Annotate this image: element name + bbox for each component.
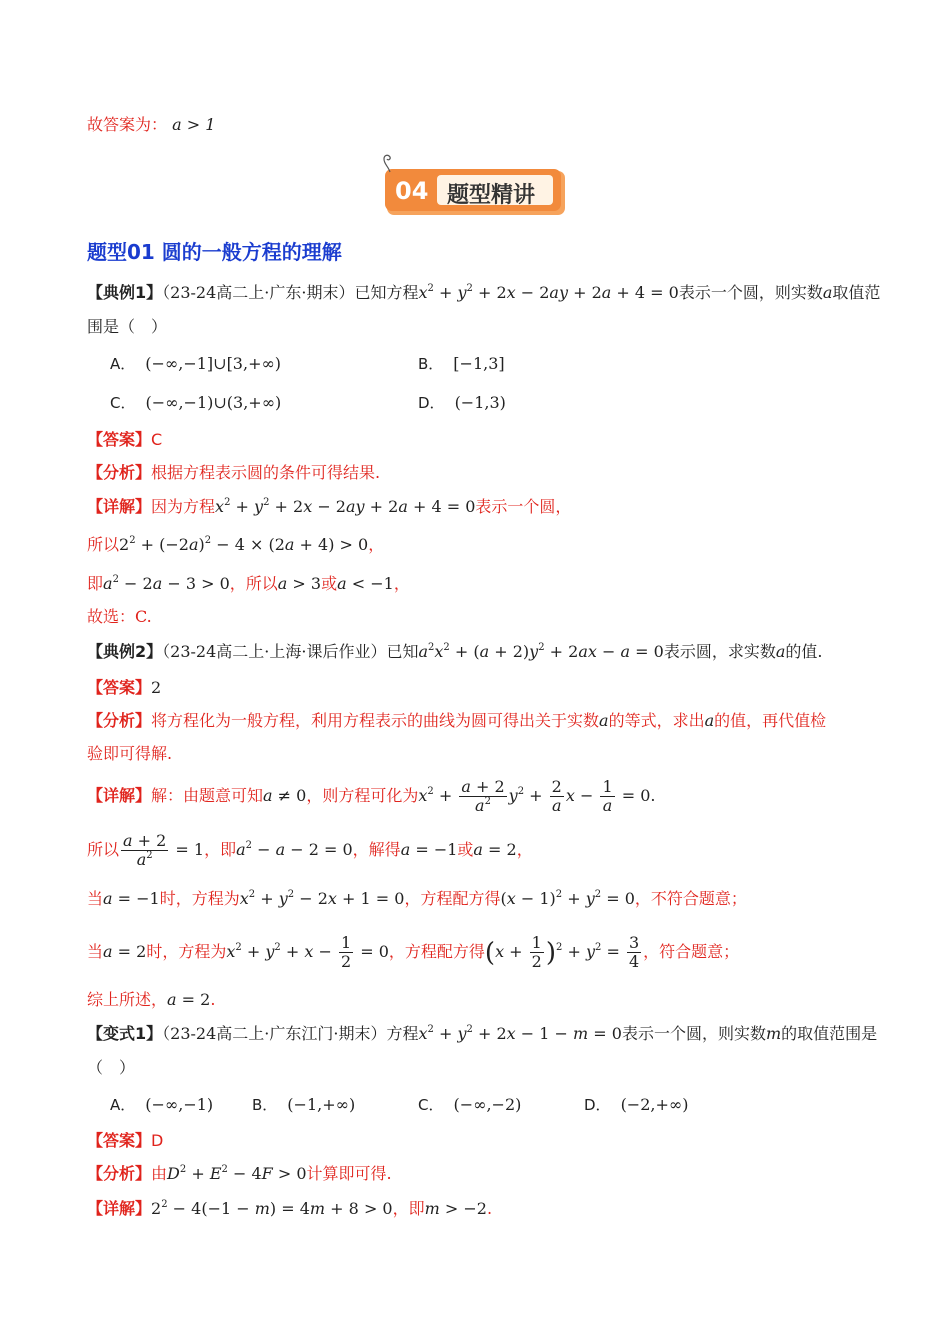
ex2-detail-line bbox=[87, 776, 655, 816]
ex1-detail-tag: 【详解】 bbox=[87, 497, 152, 516]
ex2-summary-line bbox=[87, 988, 215, 1012]
ex2-analysis-c: 的值，再代值检 bbox=[714, 711, 827, 730]
ex1-option-b-label: B． bbox=[418, 355, 444, 373]
ex2-answer-tag: 【答案】 bbox=[87, 678, 152, 697]
ex2-stem-b: 表示圆，求实数 bbox=[663, 642, 776, 661]
ex2-equation: $a^2x^2 + (a + 2)y^2 + 2ax - a = 0$ bbox=[418, 642, 664, 661]
ex2-answer-line bbox=[87, 676, 161, 700]
ex1-stem-a: 已知方程 bbox=[354, 283, 419, 302]
var1-tag: 【变式1】 bbox=[87, 1024, 163, 1043]
var1-option-d-label: D． bbox=[584, 1096, 611, 1114]
ex2-so-b: ，即 bbox=[204, 840, 237, 859]
ex1-detail-a: 因为方程 bbox=[151, 497, 216, 516]
var1-stem-d: （ ） bbox=[87, 1058, 136, 1077]
ex2-case2-val: a = 2 bbox=[103, 942, 147, 961]
ex1-ji-expr3: a < −1 bbox=[337, 574, 394, 593]
var1-option-b[interactable] bbox=[252, 1093, 355, 1117]
ex2-analysis-var2: a bbox=[704, 711, 715, 730]
ex2-case1-c: ，方程配方得 bbox=[404, 889, 501, 908]
var1-answer-line bbox=[87, 1129, 163, 1153]
ex1-ji-d: ， bbox=[393, 574, 410, 593]
section-banner bbox=[385, 169, 567, 217]
ex2-analysis-tag: 【分析】 bbox=[87, 711, 152, 730]
ex2-stem-line bbox=[87, 640, 822, 664]
ex2-so-line bbox=[87, 830, 533, 870]
ex1-option-d[interactable] bbox=[418, 391, 506, 415]
ex1-so-a: 所以 bbox=[87, 535, 120, 554]
var1-var: m bbox=[765, 1024, 782, 1043]
ex2-analysis-line bbox=[87, 709, 826, 733]
ex2-source: （23-24高二上·上海·课后作业） bbox=[162, 642, 387, 661]
ex2-case2-d: ，符合题意； bbox=[643, 942, 740, 961]
ex2-so-c: ，解得 bbox=[352, 840, 401, 859]
ex2-answer: 2 bbox=[151, 678, 162, 697]
var1-option-c[interactable] bbox=[418, 1093, 521, 1117]
ex2-so-expr3: a = −1 bbox=[400, 840, 458, 859]
var1-option-a[interactable] bbox=[110, 1093, 213, 1117]
var1-option-c-text: (−∞,−2) bbox=[453, 1095, 522, 1114]
ex2-so-d: 或 bbox=[457, 840, 474, 859]
var1-analysis-a: 由 bbox=[151, 1164, 168, 1183]
ex1-ji-expr1: $a^2 - 2a - 3 > 0$ bbox=[103, 574, 230, 593]
var1-answer-tag: 【答案】 bbox=[87, 1131, 152, 1150]
ex1-detail-equation: $x^2 + y^2 + 2x - 2ay + 2a + 4 = 0$ bbox=[215, 497, 476, 516]
ex1-option-c-label: C． bbox=[110, 394, 136, 412]
banner-title: 题型精讲 bbox=[447, 183, 536, 208]
ex2-case1-line bbox=[87, 887, 747, 911]
ex2-case1-eq: $x^2 + y^2 - 2x + 1 = 0$ bbox=[239, 889, 405, 908]
ex2-stem-c: 的值. bbox=[785, 642, 823, 661]
var1-answer: D bbox=[151, 1131, 164, 1150]
ex2-analysis-b: 的等式，求出 bbox=[608, 711, 705, 730]
ex2-case2-a: 当 bbox=[87, 942, 104, 961]
ex2-analysis-var1: a bbox=[599, 711, 609, 730]
ex1-so-expr: $2^2 + (-2a)^2 - 4 \times (2a + 4) > 0$ bbox=[119, 535, 369, 554]
ex2-so-expr2: $a^2 - a - 2 = 0$ bbox=[236, 840, 353, 859]
ex2-var: a bbox=[775, 642, 786, 661]
ex2-summary-val: a = 2 bbox=[167, 990, 211, 1009]
var1-stem-a: 方程 bbox=[386, 1024, 419, 1043]
var1-detail-b: . bbox=[486, 1199, 493, 1218]
ex1-option-b[interactable] bbox=[418, 352, 505, 376]
var1-option-d-text: (−2,+∞) bbox=[620, 1095, 689, 1114]
ex2-tag: 【典例2】 bbox=[87, 642, 163, 661]
ex2-case1-b: 时，方程为 bbox=[159, 889, 240, 908]
var1-detail-a: ，即 bbox=[392, 1199, 425, 1218]
ex2-detail-tag: 【详解】 bbox=[87, 786, 152, 805]
ex2-detail-cond: a ≠ 0 bbox=[263, 786, 307, 805]
ex2-case2-sq: (x + $\frac{1}{2}$ )$^2 + y^2$ = $\frac{3}{4}$ bbox=[484, 933, 640, 971]
ex1-so-line bbox=[87, 533, 384, 557]
ex1-ji-b: ，所以 bbox=[229, 574, 278, 593]
var1-analysis-b: 计算即可得. bbox=[306, 1164, 392, 1183]
ex1-choose: 故选：C. bbox=[87, 607, 152, 626]
pin-icon bbox=[378, 152, 402, 174]
ex1-option-a-label: A． bbox=[110, 355, 136, 373]
section-title: 题型01 圆的一般方程的理解 bbox=[87, 240, 342, 264]
var1-source: （23-24高二上·广东江门·期末） bbox=[162, 1024, 387, 1043]
ex1-so-b: ， bbox=[368, 535, 385, 554]
ex2-summary-b: . bbox=[210, 990, 216, 1009]
var1-stem-line bbox=[87, 1022, 877, 1046]
ex1-ji-c: 或 bbox=[321, 574, 338, 593]
ex1-option-c-text: (−∞,−1)∪(3,+∞) bbox=[145, 393, 282, 412]
var1-analysis-expr: $D^2 + E^2 - 4F > 0$ bbox=[167, 1164, 307, 1183]
ex1-option-d-text: (−1,3) bbox=[454, 393, 506, 412]
ex1-source: （23-24高二上·广东·期末） bbox=[162, 283, 355, 302]
ex2-detail-a: 解：由题意可知 bbox=[151, 786, 264, 805]
ex1-answer-tag: 【答案】 bbox=[87, 430, 152, 449]
ex1-stem-d: 围是（ ） bbox=[87, 317, 168, 336]
ex2-detail-equation: $x^2$ + $\frac{a + 2}{a^2}$ $y^2$ + $\frac{2}{a}$ x − $\frac{1}{a}$ = 0. bbox=[418, 777, 656, 815]
ex2-so-expr4: a = 2 bbox=[473, 840, 517, 859]
var1-stem-c: 的取值范围是 bbox=[781, 1024, 878, 1043]
ex2-detail-b: ，则方程可化为 bbox=[306, 786, 419, 805]
ex1-answer-line bbox=[87, 428, 162, 452]
ex2-case2-line bbox=[87, 930, 739, 975]
ex2-so-expr1: $\frac{a + 2}{a^2}$ = 1 bbox=[123, 831, 205, 869]
ex1-analysis: 根据方程表示圆的条件可得结果. bbox=[151, 463, 381, 482]
var1-detail-tag: 【详解】 bbox=[87, 1199, 152, 1218]
ex1-equation: $x^2 + y^2 + 2x - 2ay + 2a + 4 = 0$ bbox=[418, 283, 679, 302]
ex1-option-a[interactable] bbox=[110, 352, 281, 376]
ex2-analysis-d: 验即可得解. bbox=[87, 744, 173, 763]
var1-equation: $x^2 + y^2 + 2x - 1 - m = 0$ bbox=[418, 1024, 622, 1043]
ex2-case1-d: ，不符合题意； bbox=[634, 889, 747, 908]
ex2-so-e: ， bbox=[516, 840, 533, 859]
var1-option-a-label: A． bbox=[110, 1096, 136, 1114]
ex1-stem-c: 取值范 bbox=[832, 283, 881, 302]
ex1-ji-line bbox=[87, 572, 410, 596]
ex1-analysis-line bbox=[87, 461, 380, 485]
ex1-var: a bbox=[822, 283, 833, 302]
ex2-case2-b: 时，方程为 bbox=[146, 942, 227, 961]
intro-line bbox=[87, 113, 215, 137]
banner-number: 04 bbox=[395, 177, 429, 205]
ex1-ji-expr2: a > 3 bbox=[277, 574, 322, 593]
ex1-option-b-text: [−1,3] bbox=[453, 354, 505, 373]
ex1-tag: 【典例1】 bbox=[87, 283, 163, 302]
ex1-detail-b: 表示一个圆， bbox=[475, 497, 572, 516]
var1-analysis-tag: 【分析】 bbox=[87, 1164, 152, 1183]
var1-analysis-line bbox=[87, 1162, 392, 1186]
ex2-case1-val: a = −1 bbox=[103, 889, 160, 908]
intro-prefix: 故答案为： bbox=[87, 115, 168, 134]
ex2-summary-a: 综上所述， bbox=[87, 990, 168, 1009]
ex2-analysis-a: 将方程化为一般方程，利用方程表示的曲线为圆可得出关于实数 bbox=[151, 711, 600, 730]
ex2-case2-eq: $x^2 + y^2 + x$ − $\frac{1}{2}$ = 0 bbox=[226, 933, 389, 971]
var1-detail-line bbox=[87, 1197, 492, 1221]
ex1-analysis-tag: 【分析】 bbox=[87, 463, 152, 482]
var1-option-a-text: (−∞,−1) bbox=[145, 1095, 214, 1114]
var1-option-b-label: B． bbox=[252, 1096, 278, 1114]
ex1-detail-line bbox=[87, 495, 571, 519]
var1-option-d[interactable] bbox=[584, 1093, 688, 1117]
ex1-ji-a: 即 bbox=[87, 574, 104, 593]
ex1-answer: C bbox=[151, 430, 163, 449]
var1-stem-b: 表示一个圆，则实数 bbox=[621, 1024, 766, 1043]
ex2-stem-a: 已知 bbox=[386, 642, 419, 661]
ex1-stem-line1 bbox=[87, 281, 880, 305]
var1-detail-result: m > −2 bbox=[424, 1199, 487, 1218]
ex1-stem-b: 表示一个圆，则实数 bbox=[678, 283, 823, 302]
ex1-option-d-label: D． bbox=[418, 394, 445, 412]
var1-option-c-label: C． bbox=[418, 1096, 444, 1114]
ex2-case2-c: ，方程配方得 bbox=[388, 942, 485, 961]
ex2-case1-a: 当 bbox=[87, 889, 104, 908]
var1-option-b-text: (−1,+∞) bbox=[287, 1095, 356, 1114]
ex1-option-a-text: (−∞,−1]∪[3,+∞) bbox=[145, 354, 282, 373]
ex2-so-a: 所以 bbox=[87, 840, 120, 859]
ex2-case1-sq: $(x - 1)^2 + y^2 = 0$ bbox=[500, 889, 635, 908]
var1-detail-expr: $2^2 - 4(-1 - m) = 4m + 8 > 0$ bbox=[151, 1199, 393, 1218]
ex1-option-c[interactable] bbox=[110, 391, 281, 415]
intro-answer: a > 1 bbox=[172, 115, 216, 134]
